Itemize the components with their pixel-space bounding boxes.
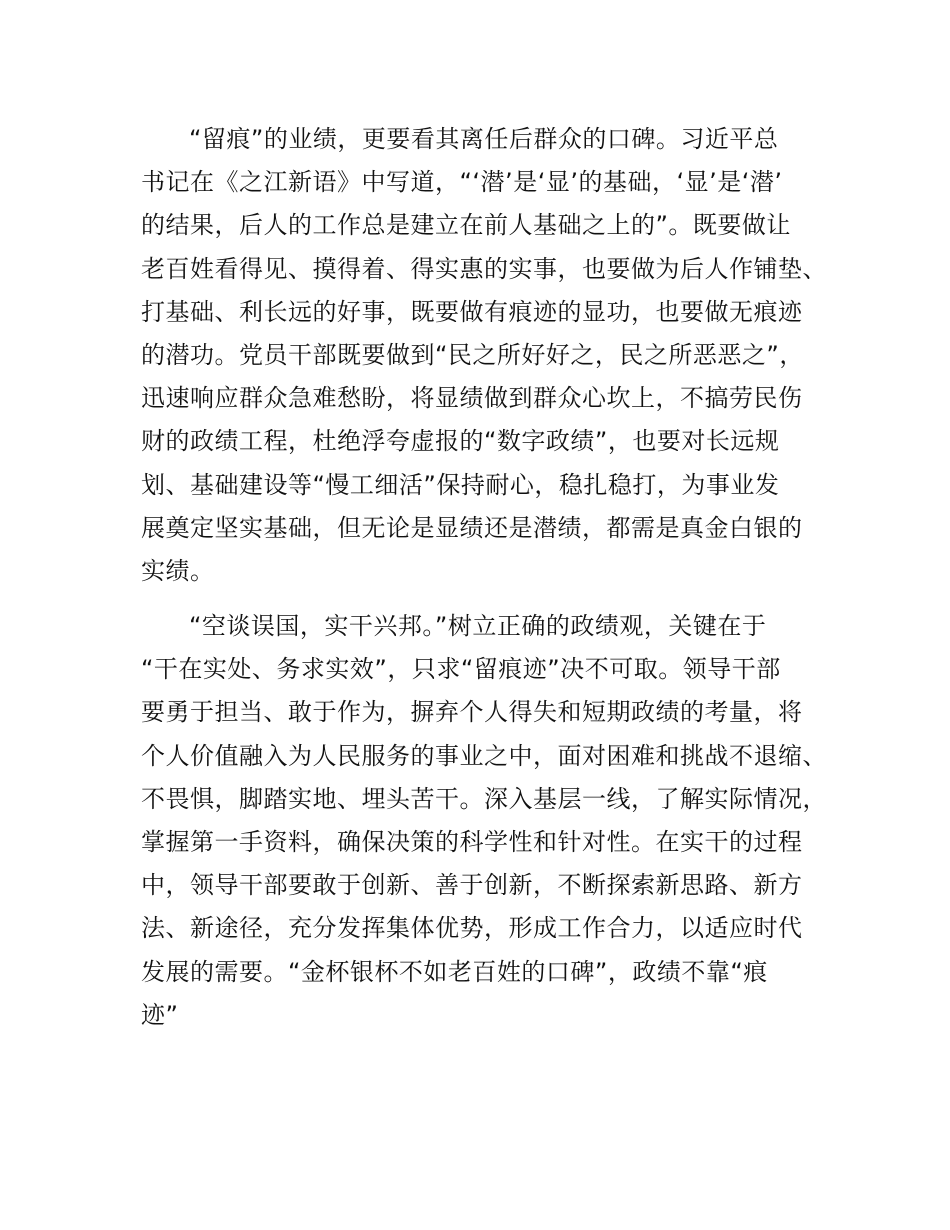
paragraph-line: 的潜功。党员干部既要做到“民之所好好之，民之所恶恶之”， (141, 340, 804, 369)
paragraph-line: 发展的需要。“金杯银杯不如老百姓的口碑”，政绩不靠“痕 (141, 957, 768, 986)
paragraph-line: 的结果，后人的工作总是建立在前人基础之上的”。既要做让 (141, 211, 791, 240)
paragraph-2 (141, 605, 831, 1037)
paragraph-line: 实绩。 (141, 556, 215, 585)
paragraph-line: 掌握第一手资料，确保决策的科学性和针对性。在实干的过程 (141, 827, 803, 856)
paragraph-line: 法、新途径，充分发挥集体优势，形成工作合力，以适应时代 (141, 914, 803, 943)
paragraph-line: “干在实处、务求实效”，只求“留痕迹”决不可取。领导干部 (141, 655, 781, 684)
paragraph-line: 老百姓看得见、摸得着、得实惠的实事，也要做为后人作铺垫、 (141, 254, 827, 283)
paragraph-line: 财的政绩工程，杜绝浮夸虚报的“数字政绩”，也要对长远规 (141, 427, 780, 456)
paragraph-line: 要勇于担当、敢于作为，摒弃个人得失和短期政绩的考量，将 (141, 698, 803, 727)
paragraph-line: 迹” (141, 1000, 179, 1029)
paragraph-line: 个人价值融入为人民服务的事业之中，面对困难和挑战不退缩、 (141, 741, 827, 770)
paragraph-line: 不畏惧，脚踏实地、埋头苦干。深入基层一线，了解实际情况， (141, 784, 827, 813)
paragraph-line: 划、基础建设等“慢工细活”保持耐心，稳扎稳打，为事业发 (141, 470, 780, 499)
paragraph-line: 迅速响应群众急难愁盼，将显绩做到群众心坎上，不搞劳民伤 (141, 384, 803, 413)
paragraph-line: 打基础、利长远的好事，既要做有痕迹的显功，也要做无痕迹 (141, 297, 803, 326)
paragraph-line: “留痕”的业绩，更要看其离任后群众的口碑。习近平总 (189, 125, 779, 153)
paragraph-line: “空谈误国，实干兴邦。”树立正确的政绩观，关键在于 (189, 612, 767, 640)
paragraph-line: 中，领导干部要敢于创新、善于创新，不断探索新思路、新方 (141, 871, 803, 900)
paragraph-line: 书记在《之江新语》中写道，“‘潜’是‘显’的基础，‘显’是‘潜’ (141, 168, 783, 197)
paragraph-1 (141, 118, 831, 593)
paragraph-line: 展奠定坚实基础，但无论是显绩还是潜绩，都需是真金白银的 (141, 513, 803, 542)
